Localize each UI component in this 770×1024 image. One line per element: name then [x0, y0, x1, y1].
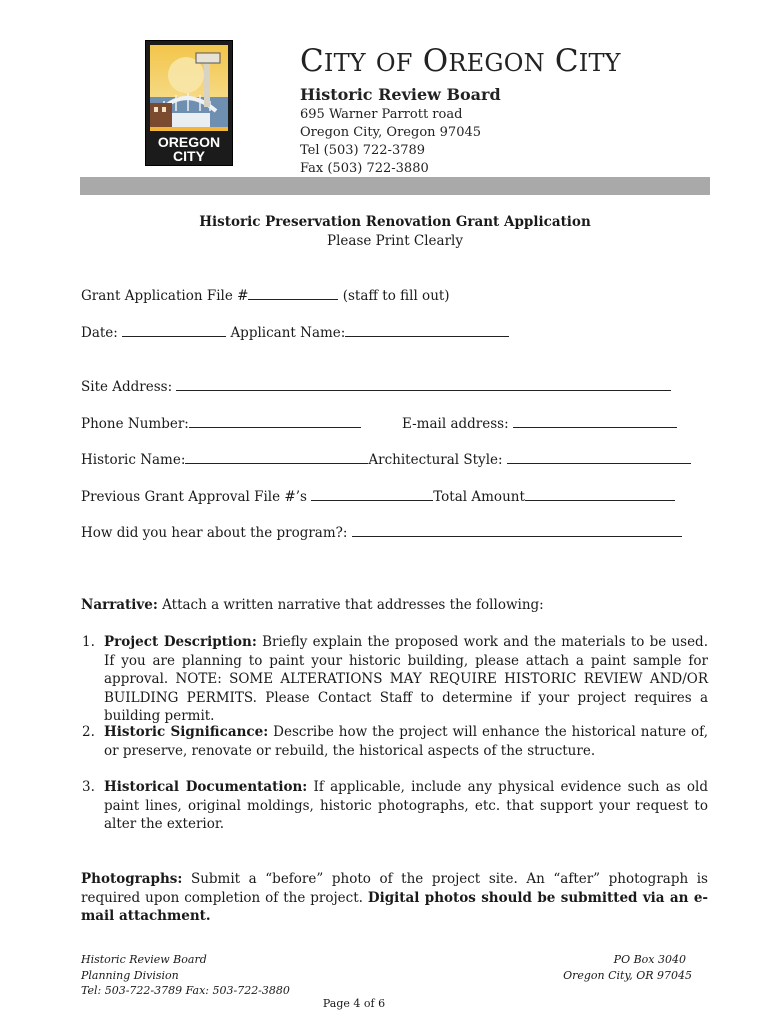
- item-title: Historical Documentation:: [104, 779, 308, 795]
- page-number: Page 4 of 6: [322, 997, 386, 1010]
- historic-name-field[interactable]: [185, 451, 368, 464]
- list-item: 1. Project Description: Briefly explain the proposed work and the materials to be used. If you are planning to paint your historic building, please attach a paint sample for approval. NOTE: SOME ALTERATIONS MAY REQUIRE HISTORIC REVIEW AND/OR BUILDING PERMITS. Please Contact Staff to determine if your project requires a building permit.: [82, 634, 708, 724]
- city-logo: [145, 40, 233, 166]
- item-title: Project Description:: [104, 634, 257, 650]
- list-item: 2. Historic Significance: Describe how the project will enhance the historical nature of, or preserve, renovate or rebuild, the historical aspects of the structure.: [82, 724, 708, 759]
- site-address-row: [81, 378, 671, 395]
- email-label: E-mail address:: [402, 416, 509, 432]
- email-row: [402, 415, 677, 432]
- file-number-label: Grant Application File #: [81, 288, 249, 304]
- list-item: 3. Historical Documentation: If applicable, include any physical evidence such as old paint lines, original moldings, historic photographs, etc. that support your request to alter the exterior.: [82, 779, 708, 832]
- date-field[interactable]: [122, 324, 226, 337]
- previous-grant-row: [81, 488, 675, 505]
- file-number-note: (staff to fill out): [342, 288, 450, 304]
- hear-about-row: [81, 524, 682, 541]
- historic-name-row: [81, 451, 691, 468]
- photographs-heading: Photographs:: [81, 871, 183, 887]
- hear-about-label: How did you hear about the program?:: [81, 525, 348, 541]
- photographs-email-note: Digital photos should be submitted via an e-mail attachment.: [81, 889, 709, 924]
- arch-style-label: Architectural Style:: [368, 452, 503, 468]
- file-number-field[interactable]: [248, 287, 338, 300]
- form-title: Historic Preservation Renovation Grant Application: [199, 214, 591, 230]
- page-title: CITY OF OREGON CITY: [300, 43, 621, 79]
- phone-row: [81, 415, 361, 432]
- total-amount-field[interactable]: [525, 488, 675, 501]
- total-amount-label: Total Amount: [433, 489, 525, 505]
- prev-grant-label: Previous Grant Approval File #’s: [81, 489, 307, 505]
- narrative-heading: Narrative:: [81, 597, 158, 613]
- phone-label: Phone Number:: [81, 416, 189, 432]
- phone-field[interactable]: [189, 415, 361, 428]
- narrative-intro: Narrative: Attach a written narrative that addresses the following:: [81, 597, 544, 613]
- applicant-label: Applicant Name:: [230, 325, 346, 341]
- historic-name-label: Historic Name:: [81, 452, 186, 468]
- prev-grant-field[interactable]: [311, 488, 433, 501]
- site-address-field[interactable]: [176, 378, 671, 391]
- email-field[interactable]: [513, 415, 677, 428]
- date-label: Date:: [81, 325, 118, 341]
- arch-style-field[interactable]: [507, 451, 691, 464]
- telephone: Tel (503) 722-3789: [300, 143, 426, 158]
- date-applicant-row: [81, 324, 509, 341]
- address-line-2: Oregon City, Oregon 97045: [300, 125, 482, 140]
- file-number-row: [81, 287, 450, 304]
- footer-right: PO Box 3040 Oregon City, OR 97045: [563, 953, 692, 982]
- address-line-1: 695 Warner Parrott road: [300, 107, 463, 122]
- header-divider-bar: [80, 177, 710, 195]
- photographs-paragraph: Photographs: Submit a “before” photo of the project site. An “after” photograph is required upon completion of the project. Digital photos should be submitted via an e-mail attachment.: [81, 871, 709, 924]
- site-address-label: Site Address:: [81, 379, 173, 395]
- fax: Fax (503) 722-3880: [300, 161, 429, 176]
- footer-left: Historic Review Board Planning Division Tel: 503-722-3789 Fax: 503-722-3880: [81, 953, 290, 997]
- item-title: Historic Significance:: [104, 724, 269, 740]
- logo-text-city: CITY: [173, 148, 205, 164]
- applicant-name-field[interactable]: [345, 324, 509, 337]
- board-name: Historic Review Board: [300, 85, 501, 104]
- logo-text-oregon: OREGON: [157, 134, 221, 150]
- hear-about-field[interactable]: [352, 524, 682, 537]
- form-subtitle: Please Print Clearly: [327, 233, 463, 249]
